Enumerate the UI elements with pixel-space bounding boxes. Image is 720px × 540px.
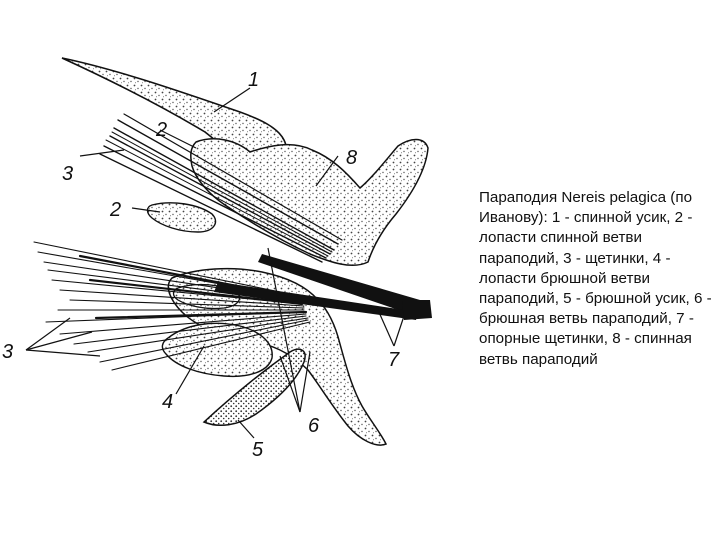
label-3-upper: 3 <box>62 163 74 185</box>
label-6: 6 <box>308 415 320 437</box>
label-8: 8 <box>346 147 358 169</box>
label-1: 1 <box>248 69 260 91</box>
figure-caption: Параподия Nereis pelagica (по Иванову): 1 - спинной усик, 2 - лопасти спинной ветви параподий, 3 - щетинки, 4 - лопасти брюшной ветви параподий, 5 - брюшной усик, 6 - брюшная ветвь параподий, 7 - опорные щетинки, 8 - спинная ветвь параподий <box>479 189 712 368</box>
label-5: 5 <box>252 439 264 461</box>
label-7: 7 <box>388 349 400 371</box>
dorsal-lobe-upper <box>148 203 216 232</box>
label-2-lower: 2 <box>110 199 122 221</box>
label-4: 4 <box>162 391 174 413</box>
label-3-lower: 3 <box>2 341 14 363</box>
label-2-upper: 2 <box>156 119 168 141</box>
